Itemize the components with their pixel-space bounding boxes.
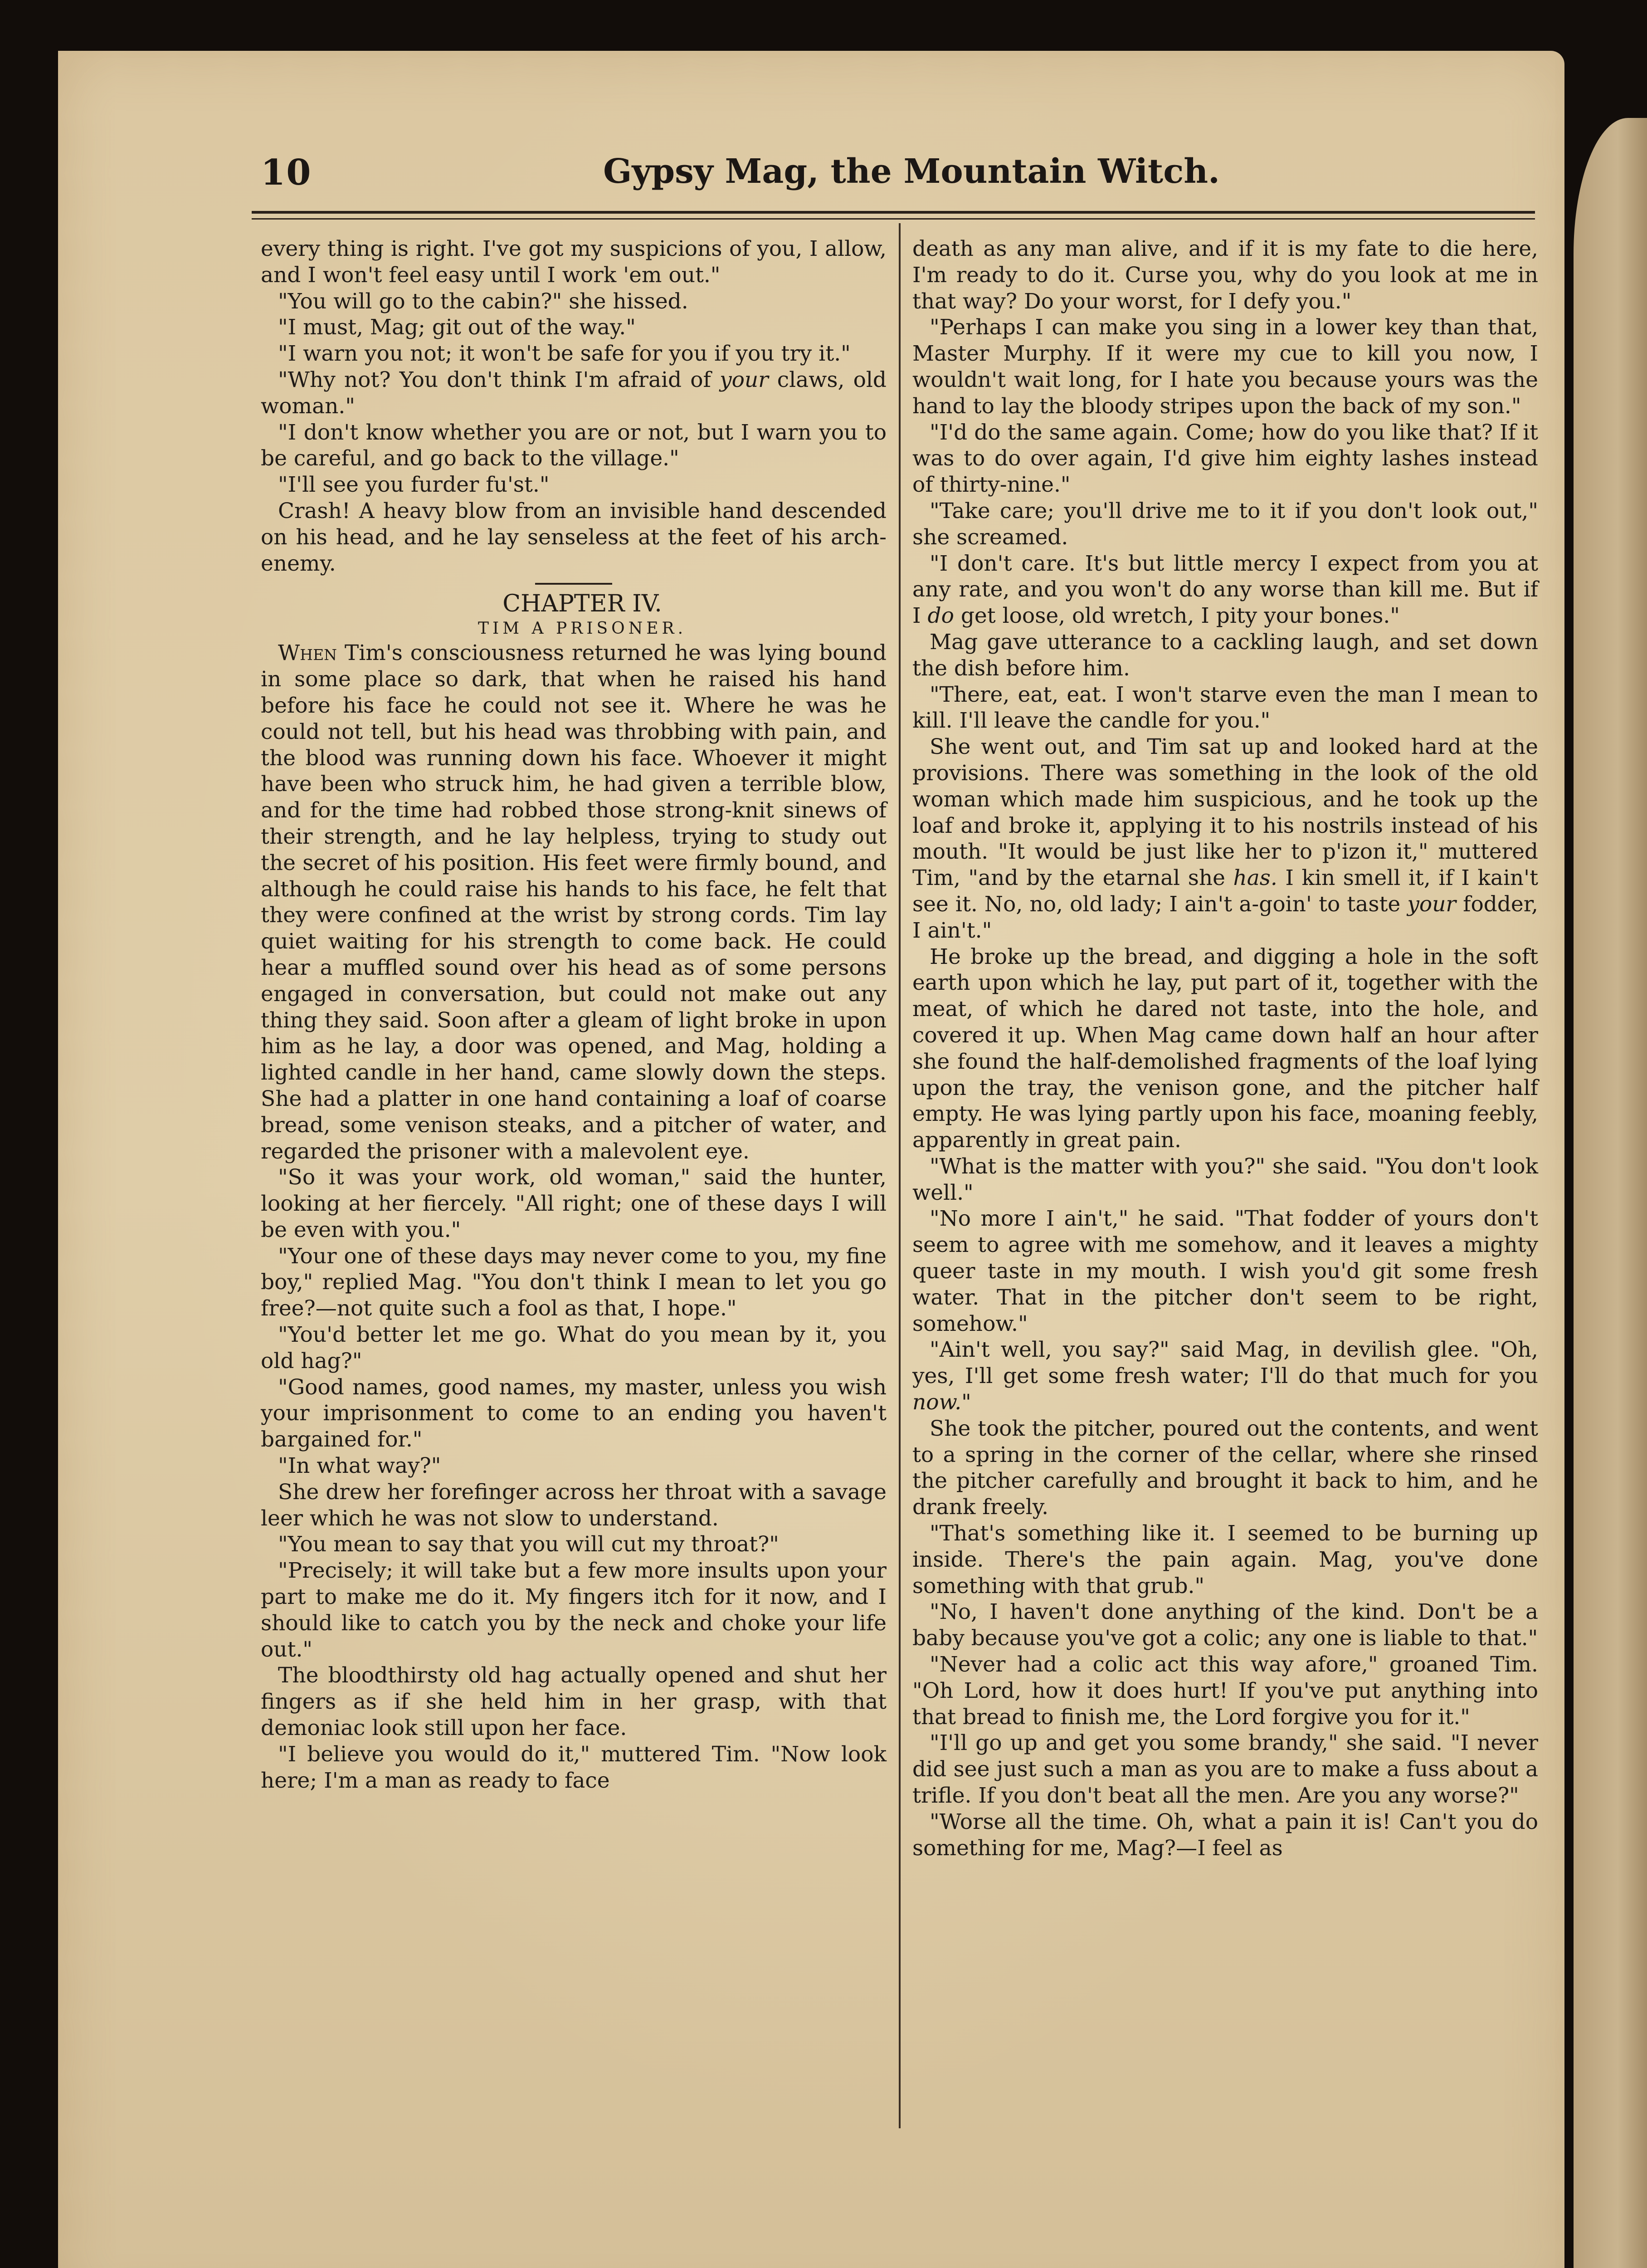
running-title: Gypsy Mag, the Mountain Witch. (603, 152, 1220, 191)
paragraph: "I'll go up and get you some brandy," she said. "I never did see just such a man as you are to make a fuss about a trifle. If you don't beat all the men. Are you any worse?" (912, 1730, 1538, 1809)
text-run: "I don't care. It's but little mercy I expect from you at any rate, and you won't do any worse than kill me. But if I (912, 551, 1538, 629)
paragraph: The bloodthirsty old hag actually opened and shut her fingers as if she held him in her grasp, with that demoniac look still upon her face. (261, 1663, 887, 1741)
paragraph: "Perhaps I can make you sing in a lower key than that, Master Murphy. If it were my cue to kill you now, I wouldn't wait long, for I hate you because yours was the hand to lay the bloody stripes upon the back of my son." (912, 315, 1538, 419)
paragraph: "Good names, good names, my master, unless you wish your imprisonment to come to an ending you haven't bargained for." (261, 1374, 887, 1452)
page-number: 10 (261, 152, 312, 193)
text-run: Tim's consciousness returned he was lying bound in some place so dark, that when he raised his hand before his face he could not see it. Where he was he could not tell, but his head was throbbing with pain, and the blood was running down his face. Whoever it might have been who struck him, he had given a terrible blow, and for the time had robbed those strong-knit sinews of their strength, and he lay helpless, trying to study out the secret of his position. His feet were firmly bound, and although he could raise his hands to his face, he felt that they were confined at the wrist by strong cords. Tim lay quiet waiting for his strength to come back. He could hear a muffled sound over his head as of some persons engaged in conversation, but could not make out any thing they said. Soon after a gleam of light broke in upon him as he lay, a door was opened, and Mag, holding a lighted candle in her hand, came slowly down the steps. She had a platter in one hand containing a loaf of coarse bread, some venison steaks, and a pitcher of water, and regarded the prisoner with a malevolent eye. (261, 640, 887, 1164)
paragraph (261, 640, 887, 1164)
paragraph: "Worse all the time. Oh, what a pain it is! Can't you do something for me, Mag?—I feel as (912, 1809, 1538, 1861)
paragraph: "You'd better let me go. What do you mean by it, you old hag?" (261, 1322, 887, 1374)
right-column (912, 236, 1538, 1861)
paragraph: She took the pitcher, poured out the contents, and went to a spring in the corner of the cellar, where she rinsed the pitcher carefully and brought it back to him, and he drank freely. (912, 1416, 1538, 1520)
paragraph: "You mean to say that you will cut my throat?" (278, 1532, 779, 1557)
paragraph: every thing is right. I've got my suspicions of you, I allow, and I won't feel easy until I work 'em out." (261, 236, 887, 288)
paragraph: "There, eat, eat. I won't starve even the man I mean to kill. I'll leave the candle for you." (912, 682, 1538, 733)
paragraph: "That's something like it. I seemed to be burning up inside. There's the pain again. Mag, you've done something with that grub." (912, 1521, 1538, 1598)
paragraph: "I don't know whether you are or not, but I warn you to be careful, and go back to the village." (261, 420, 887, 471)
paragraph (912, 1337, 1538, 1415)
page-header (200, 152, 1533, 206)
paragraph: "I believe you would do it," muttered Tim. "Now look here; I'm a man as ready to face (261, 1741, 887, 1793)
paragraph: "You will go to the cabin?" she hissed. (278, 288, 688, 314)
text-run: I kin smell it, if I kain't see it. No, no, old lady; I ain't a-goin' to taste (912, 865, 1538, 917)
paragraph: death as any man alive, and if it is my fate to die here, I'm ready to do it. Curse you, why do you look at me in that way? Do your worst, for I defy you." (912, 236, 1538, 314)
text-run: "Ain't well, you say?" said Mag, in devilish glee. "Oh, yes, I'll get some fresh water; I'll do that much for you (912, 1337, 1538, 1389)
chapter-subtitle: TIM A PRISONER. (478, 619, 687, 638)
paragraph: She drew her forefinger across her throat with a savage leer which he was not slow to understand. (261, 1479, 887, 1531)
paragraph: "I must, Mag; git out of the way." (278, 315, 636, 340)
emphasis: do (927, 603, 954, 629)
paragraph (912, 734, 1538, 943)
paragraph: "I'd do the same again. Come; how do you like that? If it was to do over again, I'd give him eighty lashes instead of thirty-nine." (912, 420, 1538, 498)
paragraph (261, 367, 887, 420)
emphasis: your (1407, 891, 1456, 917)
paragraph: "So it was your work, old woman," said the hunter, looking at her fiercely. "All right; one of these days I will be even with you." (261, 1165, 887, 1242)
paragraph: "Precisely; it will take but a few more insults upon your part to make me do it. My fingers itch for it now, and I should like to catch you by the neck and choke your life out." (261, 1558, 887, 1662)
lead-word: When (278, 640, 337, 666)
text-run: fodder, I ain't." (912, 891, 1538, 943)
paragraph: Mag gave utterance to a cackling laugh, and set down the dish before him. (912, 629, 1538, 681)
paragraph: "What is the matter with you?" she said. "You don't look well." (912, 1154, 1538, 1205)
paragraph: "Take care; you'll drive me to it if you don't look out," she screamed. (912, 498, 1538, 550)
text-run: get loose, old wretch, I pity your bones." (954, 603, 1400, 629)
paragraph: "I'll see you furder fu'st." (278, 472, 550, 498)
paragraph: "In what way?" (278, 1453, 441, 1479)
emphasis: has. (1233, 865, 1277, 891)
chapter-separator (535, 583, 612, 585)
left-column (261, 236, 887, 1794)
text-run: claws, old woman." (261, 367, 887, 419)
paragraph: "No, I haven't done anything of the kind. Don't be a baby because you've got a colic; any one is liable to that." (912, 1599, 1538, 1651)
header-rule (252, 211, 1535, 220)
paragraph: "Never had a colic act this way afore," groaned Tim. "Oh Lord, how it does hurt! If you've put anything into that bread to finish me, the Lord forgive you for it." (912, 1652, 1538, 1730)
paragraph: Crash! A heavy blow from an invisible hand descended on his head, and he lay senseless at the feet of his arch-enemy. (261, 498, 887, 576)
paragraph: "I warn you not; it won't be safe for you if you try it." (278, 341, 851, 367)
paragraph: "No more I ain't," he said. "That fodder of yours don't seem to agree with me somehow, and it leaves a mighty queer taste in my mouth. I wish you'd git some fresh water. That in the pitcher don't seem to be right, somehow." (912, 1206, 1538, 1336)
adjacent-page-edge (1574, 118, 1647, 2268)
text-run: "Why not? You don't think I'm afraid of (278, 367, 720, 392)
text-run: She went out, and Tim sat up and looked hard at the provisions. There was something in the look of the old woman which made him suspicious, and he took up the loaf and broke it, applying it to his nostrils instead of his mouth. "It would be just like her to p'izon it," muttered Tim, "and by the etarnal she (912, 734, 1538, 891)
paragraph (912, 551, 1538, 629)
text-run: " (961, 1390, 971, 1415)
column-divider (899, 223, 901, 2128)
chapter-title: CHAPTER IV. (502, 590, 662, 618)
paragraph: He broke up the bread, and digging a hole in the soft earth upon which he lay, put part of it, together with the meat, of which he dared not taste, into the hole, and covered it up. When Mag came down half an hour after she found the half-demolished fragments of the loaf lying upon the tray, the venison gone, and the pitcher half empty. He was lying partly upon his face, moaning feebly, apparently in great pain. (912, 944, 1538, 1153)
paragraph: "Your one of these days may never come to you, my fine boy," replied Mag. "You don't think I mean to let you go free?—not quite such a fool as that, I hope." (261, 1243, 887, 1321)
emphasis: now. (912, 1390, 962, 1415)
emphasis: your (720, 367, 769, 392)
